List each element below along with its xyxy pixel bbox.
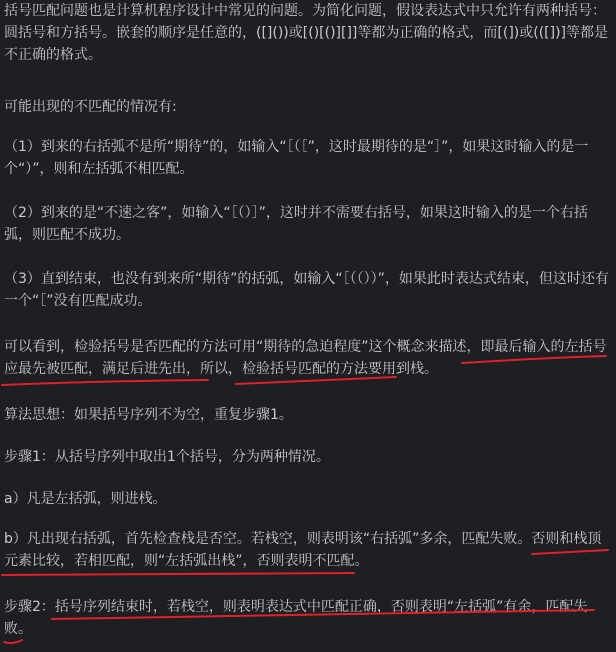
step-1a-paragraph: a）凡是左括弧，则进栈。 — [4, 491, 167, 507]
step-2-paragraph: 步骤2：括号序列结束时，若栈空，则表明表达式中匹配正确，否则表明“左括弧”有余，匹配失败。 — [4, 599, 588, 637]
underline-mark — [2, 380, 208, 385]
intro-paragraph: 括号匹配问题也是计算机程序设计中常见的问题。为简化问题，假设表达式中只允许有两种括号：圆括号和方括号。嵌套的顺序是任意的，([]())或[()[()][]]等都为正确的格式，而[(])或(([])]等都是不正确的格式。 — [4, 3, 609, 63]
algorithm-paragraph: 算法思想：如果括号序列不为空，重复步骤1。 — [4, 407, 293, 423]
underline-mark — [2, 573, 354, 575]
step-1-paragraph: 步骤1：从括号序列中取出1个括号，分为两种情况。 — [4, 449, 330, 465]
case-1-paragraph: （1）到来的右括弧不是所“期待”的，如输入“［（［”，这时最期待的是“］”，如果这时输入的是一个“）”，则和左括弧不相匹配。 — [4, 139, 589, 177]
mismatch-heading: 可能出现的不匹配的情况有: — [4, 99, 177, 115]
step-1b-paragraph: b）凡出现右括弧，首先检查栈是否空。若栈空，则表明该“右括弧”多余，匹配失败。否则和栈顶元素比较，若相匹配，则“左括弧出栈”，否则表明不匹配。 — [4, 531, 602, 569]
underline-mark — [4, 640, 22, 643]
case-3-paragraph: （3）直到结束，也没有到来所“期待”的括弧，如输入“［（（））”，如果此时表达式结束，但这时还有一个“［”没有匹配成功。 — [4, 271, 609, 309]
conclusion-paragraph: 可以看到，检验括号是否匹配的方法可用“期待的急迫程度”这个概念来描述，即最后输入的左括号应最先被匹配，满足后进先出，所以，检验括号匹配的方法要用到栈。 — [4, 339, 607, 377]
case-2-paragraph: （2）到来的是“不速之客”，如输入“［（）］”，这时并不需要右括号，如果这时输入的是一个右括弧，则匹配不成功。 — [4, 205, 588, 243]
